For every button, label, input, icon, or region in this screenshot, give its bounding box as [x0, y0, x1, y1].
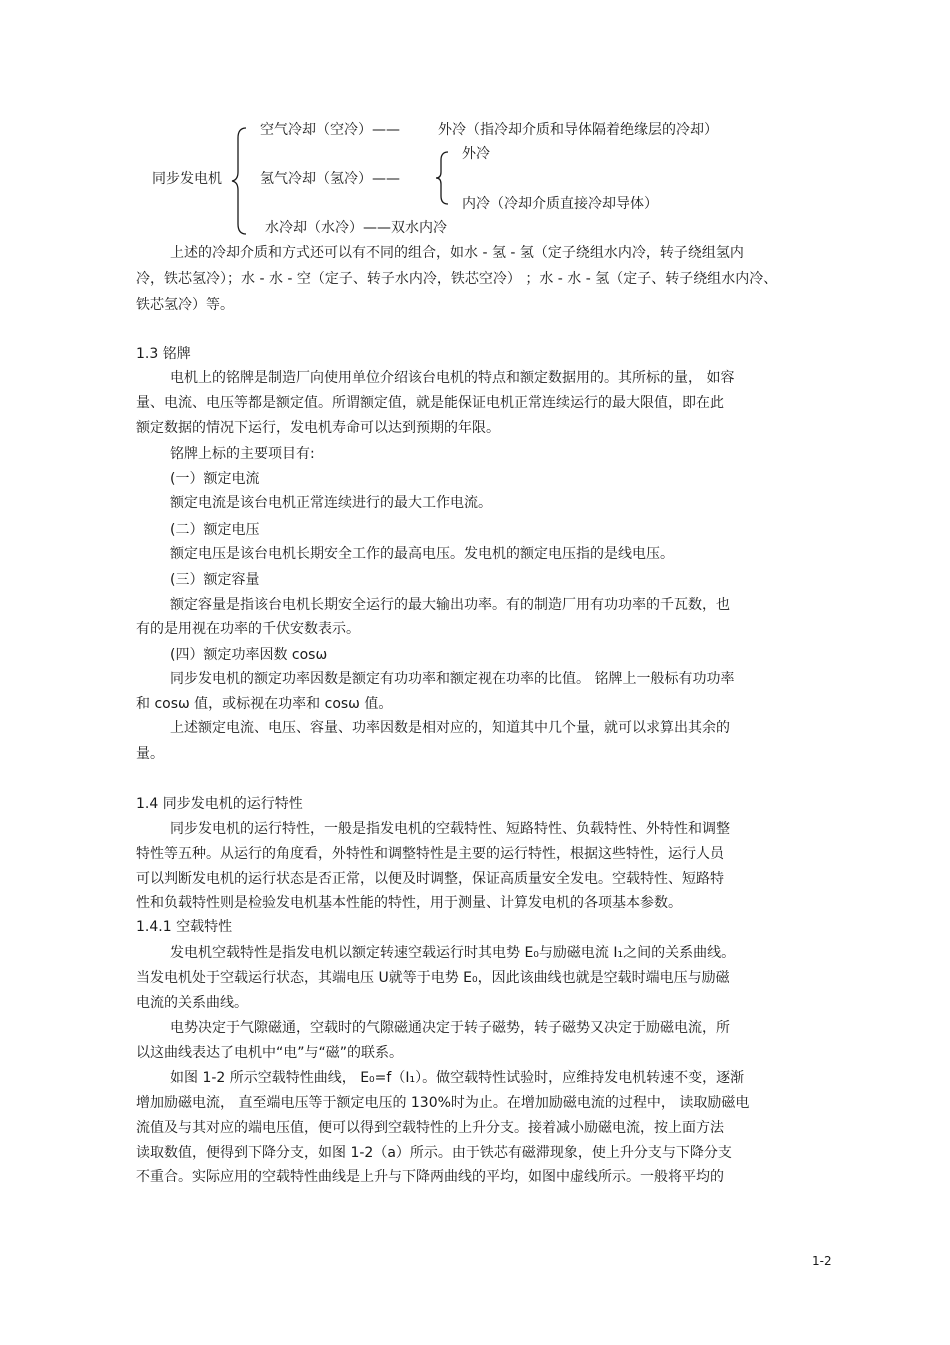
- item-title: (三）额定容量: [170, 572, 260, 588]
- brace-icon: [232, 126, 252, 236]
- text-line: 量、电流、电压等都是额定值。所谓额定值，就是能保证电机正常连续运行的最大限值，即在此: [136, 395, 724, 411]
- diagram-root: 同步发电机: [152, 171, 222, 187]
- item-title: (一）额定电流: [170, 471, 260, 487]
- diagram-h-inner: 内冷（冷却介质直接冷却导体）: [462, 196, 658, 212]
- text-line: 上述额定电流、电压、容量、功率因数是相对应的，知道其中几个量，就可以求算出其余的: [170, 720, 730, 736]
- text-line: 量。: [136, 746, 164, 762]
- section-heading: 1.4 同步发电机的运行特性: [136, 796, 303, 812]
- diagram-air-result: 外冷（指冷却介质和导体隔着绝缘层的冷却）: [438, 122, 718, 138]
- text-line: 发电机空载特性是指发电机以额定转速空载运行时其电势 E₀与励磁电流 I₁之间的关系曲线。: [170, 945, 736, 961]
- intro-line: 上述的冷却介质和方式还可以有不同的组合，如水 - 氢 - 氢（定子绕组水内冷，转子绕组氢内: [170, 245, 744, 261]
- text-line: 电势决定于气隙磁通，空载时的气隙磁通决定于转子磁势，转子磁势又决定于励磁电流，所: [170, 1020, 730, 1036]
- text-line: 增加励磁电流， 直至端电压等于额定电压的 130%时为止。在增加励磁电流的过程中， 读取励磁电: [136, 1095, 750, 1111]
- text-line: 以这曲线表达了电机中“电”与“磁”的联系。: [136, 1045, 404, 1061]
- text-line: 流值及与其对应的端电压值，便可以得到空载特性的上升分支。接着减小励磁电流，按上面方法: [136, 1120, 724, 1136]
- text-line: 当发电机处于空载运行状态，其端电压 U就等于电势 E₀，因此该曲线也就是空载时端电压与励磁: [136, 970, 730, 986]
- text-line: 额定电流是该台电机正常连续进行的最大工作电流。: [170, 495, 492, 511]
- text-line: 同步发电机的运行特性，一般是指发电机的空载特性、短路特性、负载特性、外特性和调整: [170, 821, 730, 837]
- text-line: 不重合。实际应用的空载特性曲线是上升与下降两曲线的平均，如图中虚线所示。一般将平均的: [136, 1169, 724, 1185]
- text-line: 电机上的铭牌是制造厂向使用单位介绍该台电机的特点和额定数据用的。其所标的量， 如容: [170, 370, 735, 386]
- text-line: 额定电压是该台电机长期安全工作的最高电压。发电机的额定电压指的是线电压。: [170, 546, 674, 562]
- text-line: 读取数值，便得到下降分支，如图 1-2（a）所示。由于铁芯有磁滞现象，使上升分支与下降分支: [136, 1145, 732, 1161]
- text-line: 如图 1-2 所示空载特性曲线， E₀=f（I₁）。做空载特性试验时，应维持发电机转速不变，逐渐: [170, 1070, 745, 1086]
- diagram-water: 水冷却（水冷）——双水内冷: [265, 220, 447, 236]
- item-title: (二）额定电压: [170, 522, 260, 538]
- text-line: 性和负载特性则是检验发电机基本性能的特性，用于测量、计算发电机的各项基本参数。: [136, 895, 682, 911]
- subsection-heading: 1.4.1 空载特性: [136, 919, 233, 935]
- text-line: 铭牌上标的主要项目有:: [170, 446, 315, 462]
- text-line: 和 cosω 值，或标视在功率和 cosω 值。: [136, 696, 393, 712]
- page-number: 1-2: [812, 1254, 832, 1268]
- text-line: 额定数据的情况下运行，发电机寿命可以达到预期的年限。: [136, 420, 500, 436]
- item-title: (四）额定功率因数 cosω: [170, 647, 328, 663]
- brace-icon: [436, 150, 452, 206]
- text-line: 有的是用视在功率的千伏安数表示。: [136, 621, 360, 637]
- text-line: 电流的关系曲线。: [136, 995, 248, 1011]
- text-line: 同步发电机的额定功率因数是额定有功功率和额定视在功率的比值。 铭牌上一般标有功功率: [170, 671, 735, 687]
- intro-line: 冷，铁芯氢冷）；水 - 水 - 空（定子、转子水内冷，铁芯空冷） ；水 - 水 - 氢（定子、转子绕组水内冷、: [136, 271, 778, 287]
- diagram-air: 空气冷却（空冷）——: [260, 122, 400, 138]
- diagram-hydrogen: 氢气冷却（氢冷）——: [260, 171, 400, 187]
- text-line: 额定容量是指该台电机长期安全运行的最大输出功率。有的制造厂用有功功率的千瓦数，也: [170, 597, 730, 613]
- diagram-h-outer: 外冷: [462, 146, 490, 162]
- text-line: 特性等五种。从运行的角度看，外特性和调整特性是主要的运行特性，根据这些特性，运行人员: [136, 846, 724, 862]
- section-heading: 1.3 铭牌: [136, 346, 191, 362]
- intro-line: 铁芯氢冷）等。: [136, 297, 234, 313]
- text-line: 可以判断发电机的运行状态是否正常，以便及时调整，保证高质量安全发电。空载特性、短路特: [136, 871, 724, 887]
